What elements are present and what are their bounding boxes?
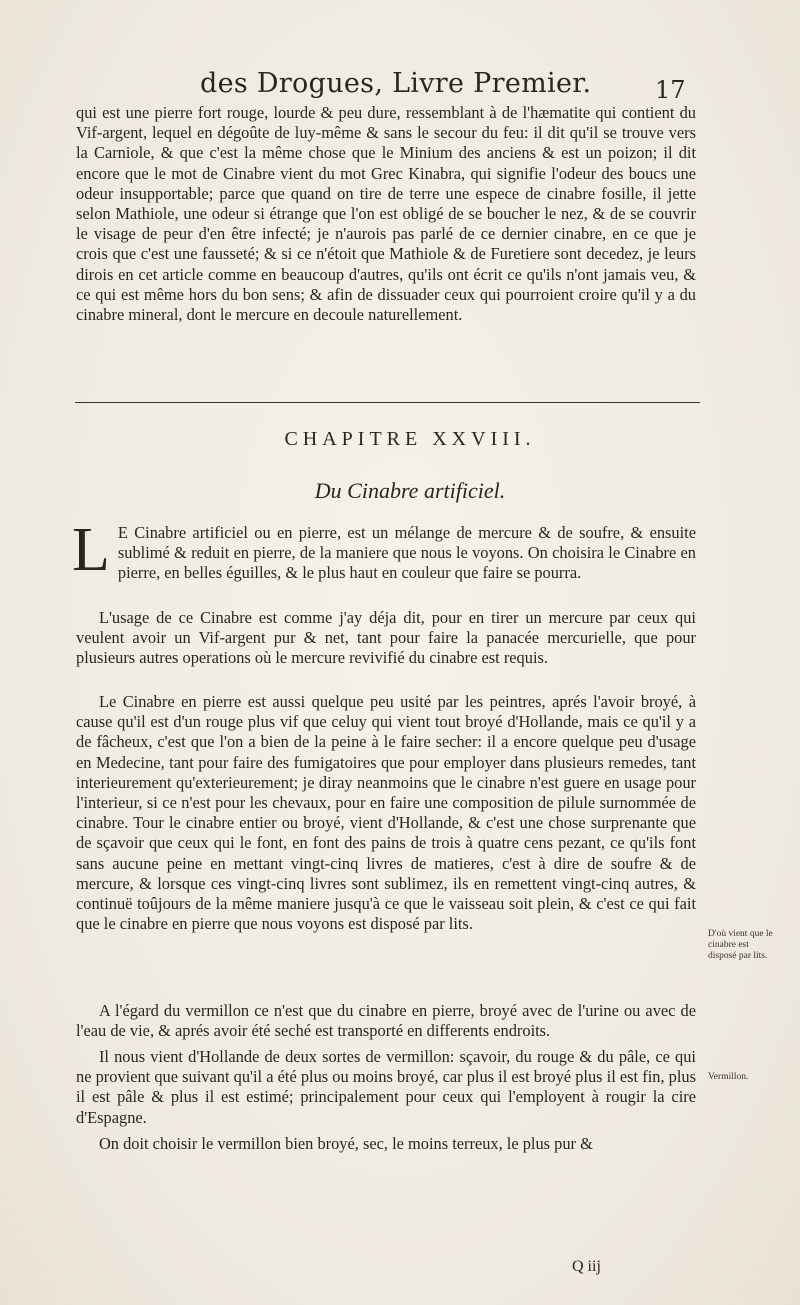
intro-paragraph (72, 516, 696, 584)
section-divider (75, 402, 700, 403)
chapter-heading: CHAPITRE XXVIII. (284, 428, 536, 450)
margin-note-vermillon: Vermillon. (708, 1072, 749, 1082)
page-header (0, 68, 800, 108)
intro-text: E Cinabre artificiel ou en pierre, est un mélange de mercure & de soufre, & ensuite sublimé & reduit en pierre, de la maniere que nous le voyons. On choisira le Cinabre en pierre, en belles éguilles, & le plus haut en couleur que faire se pourra. (117, 523, 696, 583)
signature-mark: Q iij (572, 1258, 601, 1275)
continued-paragraph: qui est une pierre fort rouge, lourde & peu dure, ressemblant à de l'hæmatite qui contient du Vif-argent, lequel en dégoûte de luy-même & sans le secour du feu: il dit qu'il se trouve vers la Carniole, & que c'est la même chose que le Minium des anciens & est un poizon; il dit encore que le mot de Cinabre vient du mot Grec Kinabra, qui signifie l'odeur des boucs une odeur insupportable; parce que quand on tire de terre une espece de cinabre fosille, il jette selon Mathiole, une odeur si étrange que l'on est obligé de se boucher le nez, & de se couvrir le visage de peur d'en être infecté; je n'aurois pas parlé de ce dernier cinabre, en ce que je crois que c'est une fausseté; & si ce n'étoit que Mathiole & de Furetiere sont decedez, je leurs dirois en cet article comme en beaucoup d'autres, qu'ils ont écrit ce qu'ils n'ont jamais veu, & ce qui est même hors du bon sens; & afin de dissuader ceux qui pourroient croire qu'il y a du cinabre mineral, dont le mercure en decoule naturellement. (76, 103, 696, 325)
painters-paragraph: Le Cinabre en pierre est aussi quelque peu usité par les peintres, aprés l'avoir broyé, à cause qu'il est d'un rouge plus vif que celuy qui vient tout broyé d'Hollande, mais ce qu'il y a de fâcheux, c'est que l'on a bien de la peine à le faire secher: il a encore quelque peu d'usage en Medecine, tant pour faire des fumigatoires que pour employer dans plusieurs remedes, tant interieurement qu'exterieurement; je diray neanmoins que le cinabre n'est guere en usage pour l'interieur, si ce n'est pour les chevaux, pour en faire une composition de pilule surnommée de cinabre. Tour le cinabre entier ou broyé, vient d'Hollande, & c'est une chose surprenante que de sçavoir que ceux qui le font, en font des pains de trois à quatre cens pezant, ce qu'ils font sans aucune peine en mettant vingt-cinq livres de matieres, c'est à dire de soufre & de mercure, & lorsque ces vingt-cinq livres sont sublimez, ils en remettent vingt-cinq autres, & continuë toûjours de la même maniere jusqu'à ce que le vaisseau soit plein, & c'est ce qui fait que le cinabre en pierre que nous voyons est disposé par lits. (76, 692, 696, 934)
margin-note-cinabre: D'où vient que le cinabre est disposé par lits. (708, 929, 773, 961)
usage-paragraph: L'usage de ce Cinabre est comme j'ay déja dit, pour en tirer un mercure par ceux qui veulent avoir un Vif-argent pur & net, tant pour faire la panacée mercurielle, que pour plusieurs autres operations où le mercure revivifié du cinabre est requis. (76, 608, 696, 668)
chapter-title: Du Cinabre artificiel. (314, 478, 506, 503)
hollande-paragraph: Il nous vient d'Hollande de deux sortes de vermillon: sçavoir, du rouge & du pâle, ce qui ne provient que suivant qu'il a été plus ou moins broyé, car plus il est broyé plus il est fin, plus il est pâle & plus il est estimé; principalement pour ceux qui l'employent à rougir la cire d'Espagne. (76, 1047, 696, 1127)
choisir-paragraph: On doit choisir le vermillon bien broyé, sec, le moins terreux, le plus pur & (98, 1134, 593, 1153)
vermillon-paragraph: A l'égard du vermillon ce n'est que du cinabre en pierre, broyé avec de l'urine ou avec de l'eau de vie, & aprés avoir été seché est transporté en differents endroits. (76, 1001, 696, 1041)
running-title: des Drogues, Livre Premier. (200, 68, 592, 99)
page-number: 17 (655, 76, 686, 104)
drop-cap: L (72, 516, 110, 584)
